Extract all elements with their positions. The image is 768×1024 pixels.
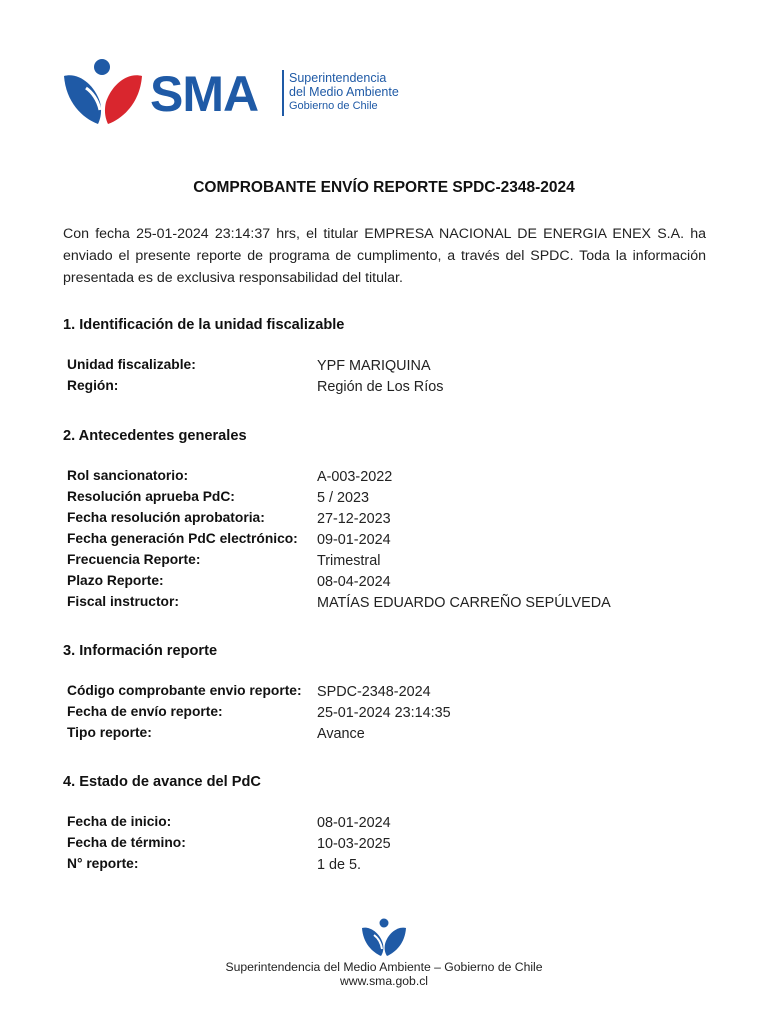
field-row	[67, 681, 707, 702]
field-label: Rol sancionatorio:	[67, 468, 189, 483]
logo-line-3: Gobierno de Chile	[289, 100, 378, 112]
field-value: Región de Los Ríos	[317, 379, 444, 395]
section-heading: 3. Información reporte	[63, 643, 218, 659]
field-value: A-003-2022	[317, 469, 393, 485]
field-label: Fecha de término:	[67, 835, 186, 850]
field-row	[67, 592, 707, 613]
field-label: Región:	[67, 378, 119, 393]
field-label: Fecha resolución aprobatoria:	[67, 510, 265, 525]
field-label: Fecha de inicio:	[67, 814, 172, 829]
field-row	[67, 812, 707, 833]
field-value: 1 de 5.	[317, 857, 362, 873]
logo-divider	[282, 70, 284, 116]
logo-line-1: Superintendencia	[289, 71, 387, 85]
field-row	[67, 487, 707, 508]
field-value: 08-04-2024	[317, 574, 391, 590]
field-label: Unidad fiscalizable:	[67, 357, 196, 372]
field-row	[67, 854, 707, 875]
field-row	[67, 702, 707, 723]
field-list	[67, 466, 707, 613]
field-row	[67, 723, 707, 744]
field-row	[67, 529, 707, 550]
section-heading: 4. Estado de avance del PdC	[63, 774, 261, 790]
field-list	[67, 681, 707, 744]
field-label: Frecuencia Reporte:	[67, 552, 201, 567]
field-label: Fecha de envío reporte:	[67, 704, 223, 719]
field-list	[67, 812, 707, 875]
field-value: SPDC-2348-2024	[317, 684, 431, 700]
field-row	[67, 833, 707, 854]
sma-leaf-logo-icon	[60, 58, 146, 128]
field-row	[67, 550, 707, 571]
field-row	[67, 508, 707, 529]
section-heading: 2. Antecedentes generales	[63, 428, 247, 444]
section-heading: 1. Identificación de la unidad fiscalizable	[63, 317, 345, 333]
field-row	[67, 376, 707, 397]
field-value: 5 / 2023	[317, 490, 370, 506]
field-label: Tipo reporte:	[67, 725, 152, 740]
logo-line-2: del Medio Ambiente	[289, 85, 399, 99]
field-value: 10-03-2025	[317, 836, 391, 852]
field-value: 27-12-2023	[317, 511, 391, 527]
field-label: Plazo Reporte:	[67, 573, 164, 588]
sma-footer-logo-icon	[360, 918, 408, 958]
field-row	[67, 466, 707, 487]
sma-logo	[60, 58, 480, 128]
field-value: YPF MARIQUINA	[317, 358, 431, 374]
field-value: Trimestral	[317, 553, 381, 569]
field-label: N° reporte:	[67, 856, 139, 871]
field-value: 25-01-2024 23:14:35	[317, 705, 451, 721]
footer-org-line: Superintendencia del Medio Ambiente – Gobierno de Chile	[225, 960, 543, 974]
field-value: 08-01-2024	[317, 815, 391, 831]
field-list	[67, 355, 707, 397]
footer-website-link[interactable]: www.sma.gob.cl	[339, 974, 429, 988]
page-footer	[0, 960, 768, 988]
field-label: Resolución aprueba PdC:	[67, 489, 235, 504]
field-label: Fiscal instructor:	[67, 594, 179, 609]
document-title: COMPROBANTE ENVÍO REPORTE SPDC-2348-2024	[193, 179, 575, 196]
logo-wordmark: SMA	[150, 66, 259, 122]
field-value: 09-01-2024	[317, 532, 391, 548]
field-value: MATÍAS EDUARDO CARREÑO SEPÚLVEDA	[317, 595, 611, 611]
field-label: Código comprobante envio reporte:	[67, 683, 302, 698]
field-row	[67, 355, 707, 376]
field-row	[67, 571, 707, 592]
intro-paragraph: Con fecha 25-01-2024 23:14:37 hrs, el titular EMPRESA NACIONAL DE ENERGIA ENEX S.A. ha enviado el presente reporte de programa de cumplimento, a través del SPDC. Toda la información presentada es de exclusiva responsabilidad del titular.	[63, 226, 706, 286]
logo-org-name	[289, 71, 399, 113]
field-label: Fecha generación PdC electrónico:	[67, 531, 298, 546]
field-value: Avance	[317, 726, 365, 742]
